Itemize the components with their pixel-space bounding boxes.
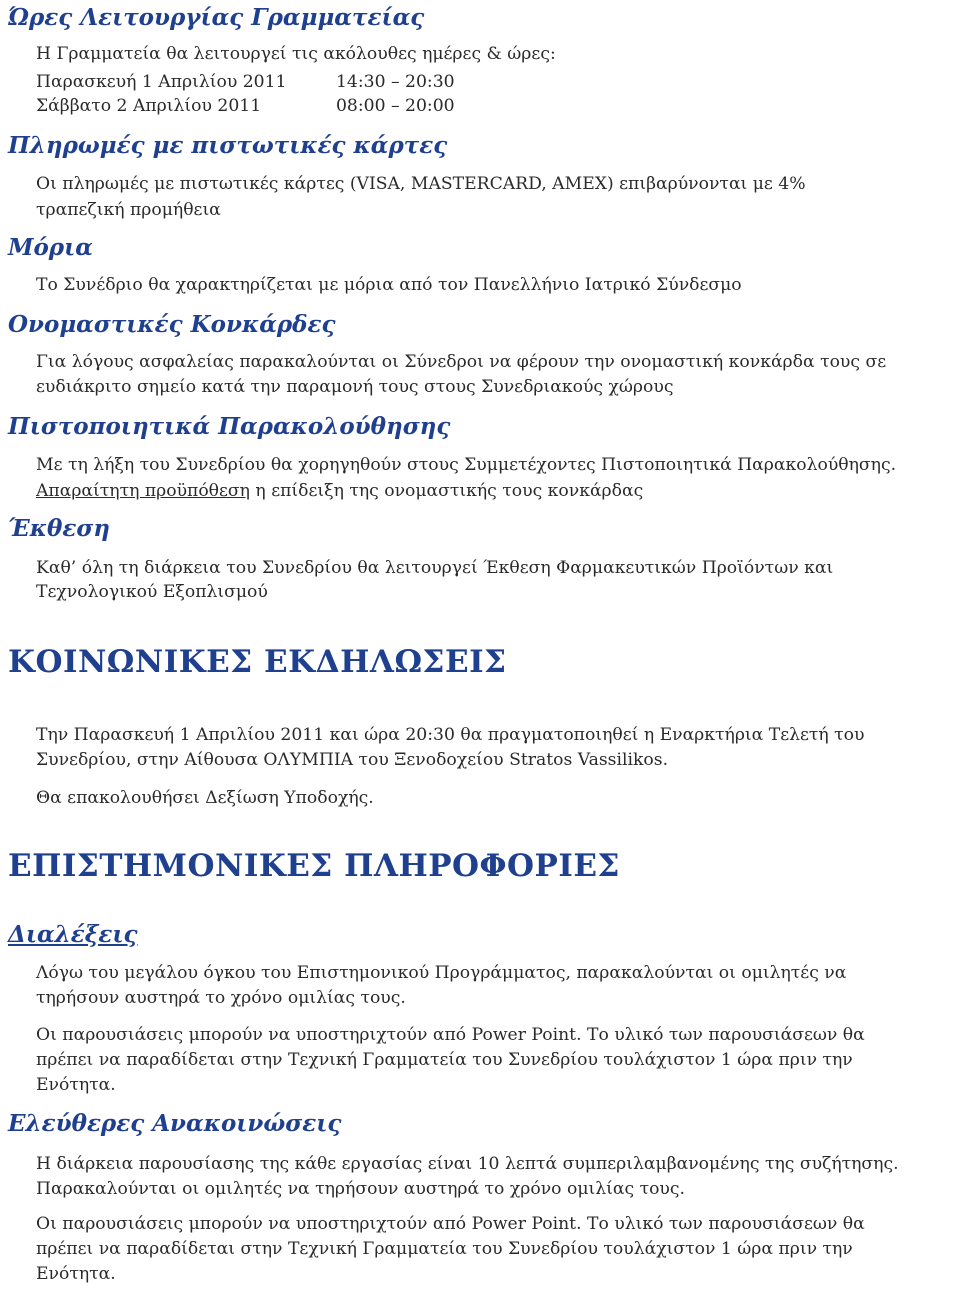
payments-line-1: Οι πληρωμές με πιστωτικές κάρτες (VISA, MASTERCARD, AMEX) επιβαρύνονται με 4% xyxy=(36,174,806,194)
social-line-3: Θα επακολουθήσει Δεξίωση Υποδοχής. xyxy=(36,788,374,808)
certificates-line-2 xyxy=(36,479,956,504)
schedule-hours: 08:00 – 20:00 xyxy=(336,96,455,116)
badges-line-2: ευδιάκριτο σημείο κατά την παραμονή τους στους Συνεδριακούς χώρους xyxy=(36,377,674,397)
exhibition-heading: Έκθεση xyxy=(8,515,111,542)
lectures-p2-line-3: Ενότητα. xyxy=(36,1075,116,1095)
payments-heading: Πληρωμές με πιστωτικές κάρτες xyxy=(8,132,448,159)
certificates-heading: Πιστοποιητικά Παρακολούθησης xyxy=(8,413,451,440)
schedule-row xyxy=(36,94,956,119)
payments-line-2: τραπεζική προμήθεια xyxy=(36,200,221,220)
free-papers-p2-line-1: Οι παρουσιάσεις μπορούν να υποστηριχτούν από Power Point. Το υλικό των παρουσιάσεων θα xyxy=(36,1214,865,1234)
requirement-rest: η επίδειξη της ονομαστικής τους κονκάρδας xyxy=(249,481,644,501)
free-papers-p2-line-2: πρέπει να παραδίδεται στην Τεχνική Γραμματεία του Συνεδρίου τουλάχιστον 1 ώρα πριν την xyxy=(36,1239,853,1259)
schedule-hours: 14:30 – 20:30 xyxy=(336,72,455,92)
schedule-day: Παρασκευή 1 Απριλίου 2011 xyxy=(36,72,287,92)
free-papers-heading: Ελεύθερες Ανακοινώσεις xyxy=(8,1110,342,1137)
lectures-p1-line-1: Λόγω του μεγάλου όγκου του Επιστημονικού Προγράμματος, παρακαλούνται οι ομιλητές να xyxy=(36,963,847,983)
exhibition-line-2: Τεχνολογικού Εξοπλισμού xyxy=(36,582,268,602)
credits-text: Το Συνέδριο θα χαρακτηρίζεται με μόρια από τον Πανελλήνιο Ιατρικό Σύνδεσμο xyxy=(36,275,742,295)
credits-heading: Μόρια xyxy=(8,234,93,261)
free-papers-p1-line-2: Παρακαλούνται οι ομιλητές να τηρήσουν αυστηρά το χρόνο ομιλίας τους. xyxy=(36,1179,685,1199)
secretariat-heading: Ώρες Λειτουργίας Γραμματείας xyxy=(8,4,425,31)
lectures-heading: Διαλέξεις xyxy=(8,921,138,948)
certificates-line-1: Με τη λήξη του Συνεδρίου θα χορηγηθούν στους Συμμετέχοντες Πιστοποιητικά Παρακολούθησης. xyxy=(36,455,897,475)
social-line-1: Την Παρασκευή 1 Απριλίου 2011 και ώρα 20:30 θα πραγματοποιηθεί η Εναρκτήρια Τελετή του xyxy=(36,725,865,745)
requirement-underlined: Απαραίτητη προϋπόθεση xyxy=(36,481,250,501)
free-papers-p2-line-3: Ενότητα. xyxy=(36,1264,116,1284)
social-events-heading: ΚΟΙΝΩΝΙΚΕΣ ΕΚΔΗΛΩΣΕΙΣ xyxy=(8,644,507,680)
social-line-2: Συνεδρίου, στην Αίθουσα ΟΛΥΜΠΙΑ του Ξενοδοχείου Stratos Vassilikos. xyxy=(36,750,669,770)
schedule-day: Σάββατο 2 Απριλίου 2011 xyxy=(36,96,262,116)
exhibition-line-1: Καθ’ όλη τη διάρκεια του Συνεδρίου θα λειτουργεί Έκθεση Φαρμακευτικών Προϊόντων και xyxy=(36,558,834,578)
badges-heading: Ονομαστικές Κονκάρδες xyxy=(8,311,336,338)
free-papers-p1-line-1: Η διάρκεια παρουσίασης της κάθε εργασίας είναι 10 λεπτά συμπεριλαμβανομένης της συζήτησης. xyxy=(36,1154,899,1174)
schedule-row xyxy=(36,70,956,95)
secretariat-intro: Η Γραμματεία θα λειτουργεί τις ακόλουθες ημέρες & ώρες: xyxy=(36,44,556,64)
scientific-heading: ΕΠΙΣΤΗΜΟΝΙΚΕΣ ΠΛΗΡΟΦΟΡΙΕΣ xyxy=(8,848,620,884)
badges-line-1: Για λόγους ασφαλείας παρακαλούνται οι Σύνεδροι να φέρουν την ονομαστική κονκάρδα τους σε xyxy=(36,352,887,372)
lectures-p2-line-1: Οι παρουσιάσεις μπορούν να υποστηριχτούν από Power Point. Το υλικό των παρουσιάσεων θα xyxy=(36,1025,865,1045)
lectures-p2-line-2: πρέπει να παραδίδεται στην Τεχνική Γραμματεία του Συνεδρίου τουλάχιστον 1 ώρα πριν την xyxy=(36,1050,853,1070)
lectures-p1-line-2: τηρήσουν αυστηρά το χρόνο ομιλίας τους. xyxy=(36,988,406,1008)
